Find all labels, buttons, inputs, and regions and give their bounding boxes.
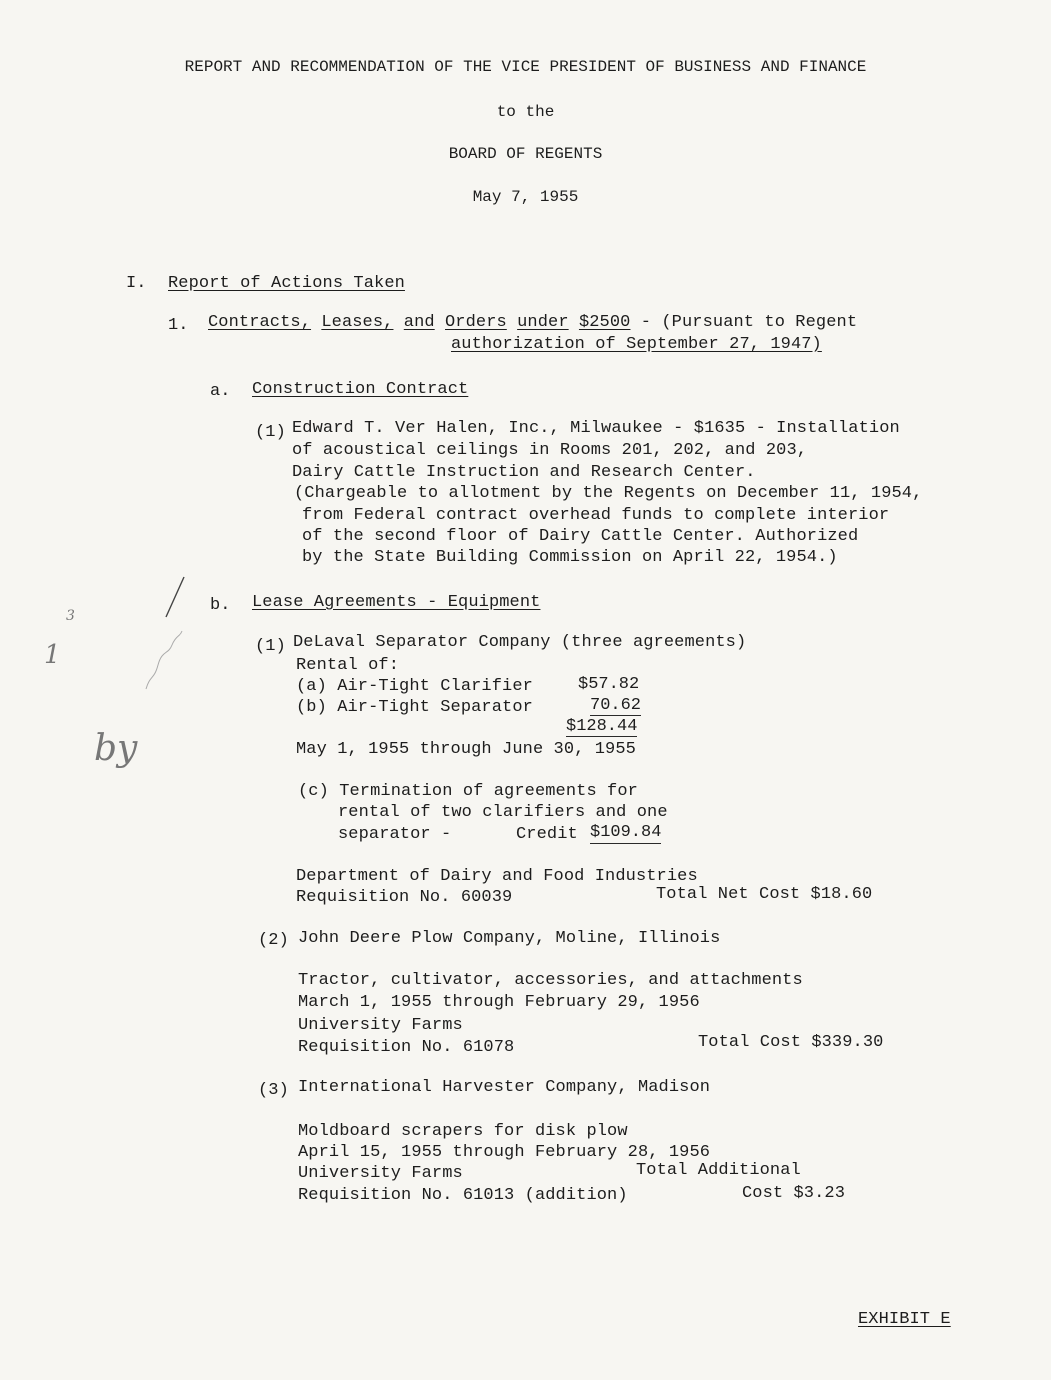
equipment-line: Tractor, cultivator, accessories, and attachments [298, 971, 803, 990]
entry-number: (1) [255, 423, 286, 442]
contract-line: Edward T. Ver Halen, Inc., Milwaukee - $1635 - Installation [292, 419, 900, 438]
board-line: BOARD OF REGENTS [448, 145, 603, 163]
total-cost: Total Cost $339.30 [698, 1033, 884, 1052]
department-line: University Farms [298, 1016, 463, 1035]
contract-line: (Chargeable to allotment by the Regents on December 11, 1954, [294, 484, 923, 503]
requisition-number: Requisition No. 61078 [298, 1038, 515, 1057]
contract-line: from Federal contract overhead funds to complete interior [302, 506, 890, 525]
item-number: 1. [168, 316, 189, 335]
contract-line: of acoustical ceilings in Rooms 201, 202, and 203, [292, 441, 808, 460]
item1-title: Contracts, Leases, and Orders under $2500 - (Pursuant to Regent [208, 313, 858, 332]
section-title: Report of Actions Taken [168, 274, 405, 293]
construction-contract-title: Construction Contract [252, 380, 469, 399]
john-deere-line: John Deere Plow Company, Moline, Illinois [298, 929, 721, 948]
report-date: May 7, 1955 [472, 188, 579, 206]
delaval-line: DeLaval Separator Company (three agreements) [293, 633, 747, 652]
rental-period: May 1, 1955 through June 30, 1955 [296, 740, 636, 759]
period-line: March 1, 1955 through February 29, 1956 [298, 993, 700, 1012]
contract-line: Dairy Cattle Instruction and Research Center. [292, 463, 756, 482]
report-to-line: to the [496, 103, 555, 121]
credit-amount: $109.84 [590, 823, 662, 842]
requisition-number: Requisition No. 60039 [296, 888, 513, 907]
rental-item-a-amount: $57.82 [578, 675, 640, 694]
margin-note-by: by [94, 728, 138, 769]
rental-item-a: (a) Air-Tight Clarifier [296, 677, 533, 696]
contract-line: of the second floor of Dairy Cattle Center. Authorized [302, 527, 859, 546]
lease-agreements-title: Lease Agreements - Equipment [252, 593, 541, 612]
termination-line: rental of two clarifiers and one [338, 803, 668, 822]
termination-line: (c) Termination of agreements for [298, 782, 638, 801]
period-line: April 15, 1955 through February 28, 1956 [298, 1143, 711, 1162]
margin-note-1: 1 [44, 640, 61, 670]
equipment-line: Moldboard scrapers for disk plow [298, 1122, 628, 1141]
contract-line: by the State Building Commission on April 22, 1954.) [302, 548, 838, 567]
credit-label: Credit [516, 825, 578, 844]
entry-number: (3) [258, 1081, 289, 1100]
requisition-number: Requisition No. 61013 (addition) [298, 1186, 628, 1205]
department-line: Department of Dairy and Food Industries [296, 867, 698, 886]
exhibit-label: EXHIBIT E [858, 1310, 951, 1329]
additional-cost: Cost $3.23 [742, 1184, 846, 1203]
item1-authorization: authorization of September 27, 1947) [451, 335, 822, 354]
report-title: REPORT AND RECOMMENDATION OF THE VICE PRESIDENT OF BUSINESS AND FINANCE [184, 58, 867, 76]
margin-slash-mark [160, 575, 190, 620]
total-net-cost: Total Net Cost $18.60 [656, 885, 873, 904]
termination-line: separator - [338, 825, 452, 844]
rental-item-b: (b) Air-Tight Separator [296, 698, 533, 717]
total-additional-label: Total Additional [636, 1161, 801, 1180]
entry-number: (1) [255, 637, 286, 656]
harvester-line: International Harvester Company, Madison [298, 1078, 711, 1097]
margin-scribble-mark [140, 625, 185, 695]
department-line: University Farms [298, 1164, 463, 1183]
section-roman: I. [126, 274, 147, 293]
subsection-b-label: b. [210, 596, 231, 615]
rental-item-b-amount: 70.62 [590, 696, 642, 715]
rental-of-label: Rental of: [296, 656, 400, 675]
margin-note-3: 3 [66, 608, 75, 624]
subsection-a-label: a. [210, 382, 231, 401]
entry-number: (2) [258, 931, 289, 950]
rental-subtotal: $128.44 [566, 717, 638, 736]
